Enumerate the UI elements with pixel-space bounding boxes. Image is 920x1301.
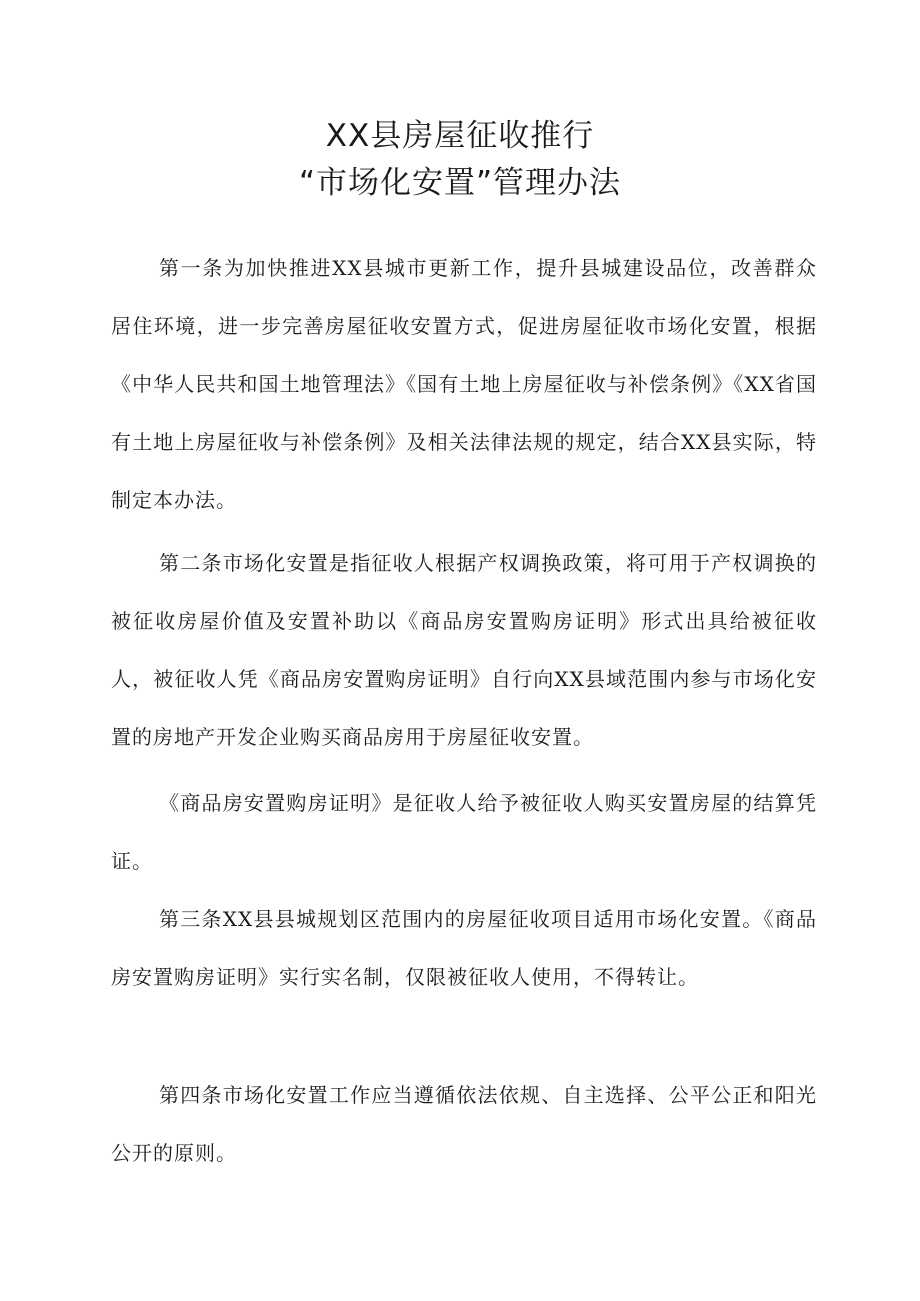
article-3-paragraph: 第三条XX县县城规划区范围内的房屋征收项目适用市场化安置。《商品房安置购房证明》实行实名制，仅限被征收人使用，不得转让。 — [111, 907, 817, 989]
article-1-paragraph: 第一条为加快推进XX县城市更新工作，提升县城建设品位，改善群众居住环境，进一步完善房屋征收安置方式，促进房屋征收市场化安置，根据《中华人民共和国土地管理法》《国有土地上房屋征收与补偿条例》《XX省国有土地上房屋征收与补偿条例》及相关法律法规的规定，结合XX县实际，特制定本办法。 — [111, 256, 817, 512]
document-title-line-1: XX县房屋征收推行 — [325, 118, 595, 154]
certificate-definition-paragraph: 《商品房安置购房证明》是征收人给予被征收人购买安置房屋的结算凭证。 — [111, 791, 817, 873]
article-2-paragraph: 第二条市场化安置是指征收人根据产权调换政策，将可用于产权调换的被征收房屋价值及安置补助以《商品房安置购房证明》形式出具给被征收人，被征收人凭《商品房安置购房证明》自行向XX县域范围内参与市场化安置的房地产开发企业购买商品房用于房屋征收安置。 — [111, 551, 817, 749]
document-title-line-2: “市场化安置”管理办法 — [298, 165, 622, 201]
article-4-paragraph: 第四条市场化安置工作应当遵循依法依规、自主选择、公平公正和阳光公开的原则。 — [111, 1083, 817, 1165]
